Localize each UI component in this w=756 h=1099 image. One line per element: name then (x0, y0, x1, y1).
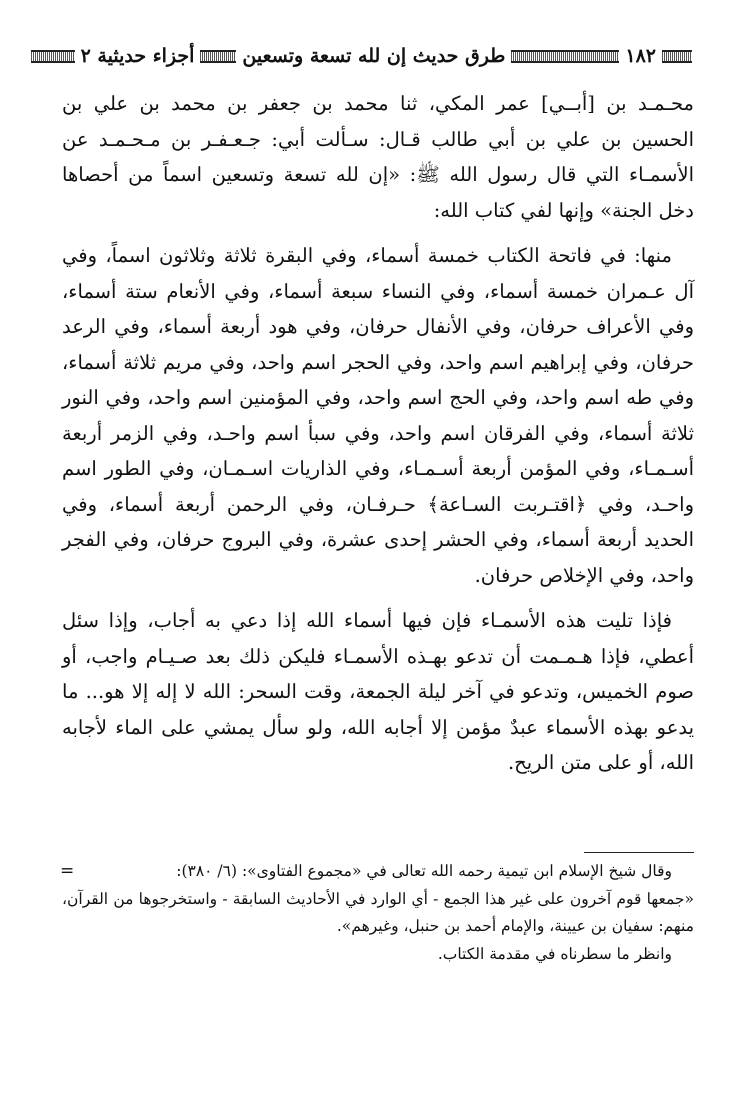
series-title: أجزاء حديثية ٢ (80, 45, 195, 67)
header-right (236, 45, 692, 67)
header-ornament-bar (662, 50, 692, 63)
footnote-line: وقال شيخ الإسلام ابن تيمية رحمه الله تعالى في «مجموع الفتاوى»: (٦/ ٣٨٠): (176, 862, 672, 880)
header-ornament-bar (31, 50, 75, 63)
book-title: طرق حديث إن لله تسعة وتسعين (242, 45, 506, 67)
footnote-continuation-marker: = (60, 861, 75, 881)
footnote-divider (584, 852, 694, 853)
header-left (31, 45, 237, 67)
header-ornament-bar (511, 50, 619, 63)
main-text (62, 86, 694, 781)
footnote-line: وانظر ما سطرناه في مقدمة الكتاب. (437, 944, 672, 963)
paragraph: فإذا تليت هذه الأسمـاء فإن فيها أسماء الله إذا دعي به أجاب، وإذا سئل أعطي، فإذا هـمـمت أن تدعو بهـذه الأسمـاء فليكن ذلك بعد صـيـام واجب، أو صوم الخميس، وتدعو في آخر ليلة الجمعة، وقت السحر: الله لا إله إلا هو... ما يدعو بهذه الأسماء عبدٌ مؤمن إلا أجابه الله، ولو سأل يمشي على الماء لأجابه الله، أو على متن الريح. (62, 609, 694, 774)
paragraph: منها: في فاتحة الكتاب خمسة أسماء، وفي البقرة ثلاثة وثلاثون اسماً، وفي آل عـمران خمسة أسماء، وفي النساء سبعة أسماء، وفي الأنعام ستة أسماء، وفي الأعراف حرفان، وفي الأنفال حرفان، وفي هود أربعة أسماء، وفي الرعد حرفان، وفي إبراهيم اسم واحد، وفي الحجر اسم واحد، وفي مريم ثلاثة أسماء، وفي طه اسم واحد، وفي الحج اسم واحد، وفي المؤمنين اسم واحد، وفي النور ثلاثة أسماء، وفي الفرقان اسم واحد، وفي سبأ اسم واحـد، وفي الزمر أربعة أسـمـاء، وفي المؤمن أربعة أسـمـاء، وفي الذاريات اسـمـان، وفي الطور اسم واحـد، وفي ﴿اقتـربت السـاعة﴾ حـرفـان، وفي الرحمن أربعة أسماء، وفي الحديد أربعة أسماء، وفي الحشر إحدى عشرة، وفي البروج حرفان، وفي الفجر واحد، وفي الإخلاص حرفان. (62, 244, 694, 587)
paragraph: محـمـد بن [أبــي] عمر المكي، ثنا محمد بن جعفر بن محمد بن علي بن الحسين بن علي بن أبي طالب قـال: سـألت أبي: جـعـفـر بن مـحـمـد عن الأسمـاء التي قال رسول الله ﷺ: «إن لله تسعة وتسعين اسماً من أحصاها دخل الجنة» وإنها لفي كتاب الله: (62, 92, 694, 222)
page-number: ١٨٢ (625, 45, 656, 67)
footnote (62, 858, 694, 968)
running-header (64, 36, 692, 76)
footnote-line: «جمعها قوم آخرون على غير هذا الجمع - أي الوارد في الأحاديث السابقة - واستخرجوها من القرآن، منهم: سفيان بن عيينة، والإمام أحمد بن حنبل، وغيرهم». (62, 889, 694, 935)
header-ornament-bar (200, 50, 236, 63)
